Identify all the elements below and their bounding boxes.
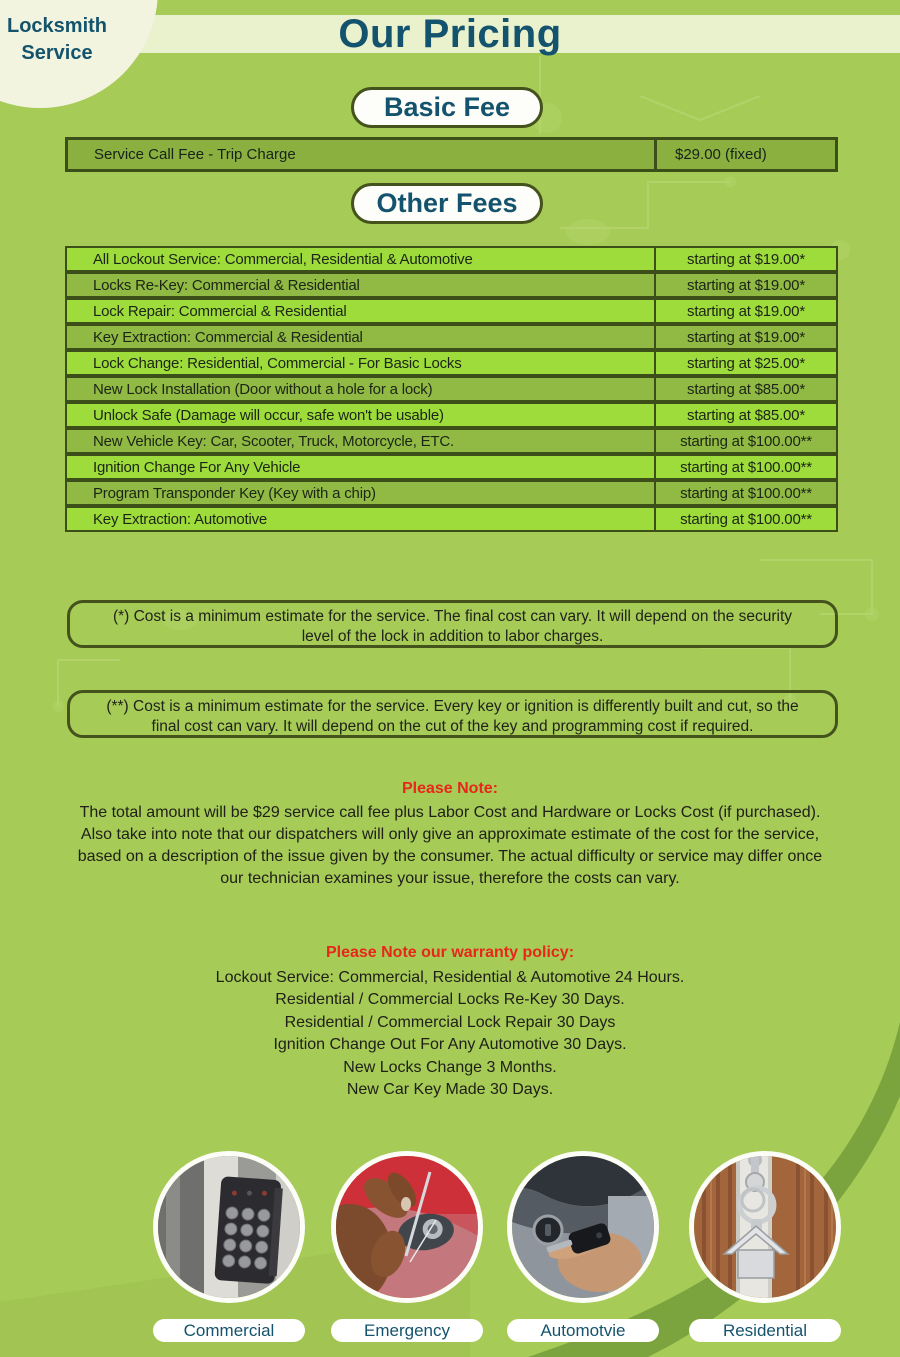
service-cell: Ignition Change For Any Vehicle <box>93 458 301 476</box>
table-row <box>65 506 838 532</box>
service-cell: New Lock Installation (Door without a hole for a lock) <box>93 380 433 398</box>
price-cell: starting at $25.00* <box>654 352 836 374</box>
footnote-double-asterisk: (**) Cost is a minimum estimate for the service. Every key or ignition is differently built and cut, so the final cost can vary. It will depend on the cut of the key and programming cost if required. <box>67 690 838 738</box>
other-fees-heading: Other Fees <box>351 183 543 224</box>
category-label-emergency[interactable]: Emergency <box>331 1319 483 1342</box>
residential-category-image[interactable] <box>689 1151 841 1303</box>
category-label-residential[interactable]: Residential <box>689 1319 841 1342</box>
price-cell: starting at $19.00* <box>654 300 836 322</box>
service-cell: New Vehicle Key: Car, Scooter, Truck, Motorcycle, ETC. <box>93 432 454 450</box>
table-row <box>65 402 838 428</box>
warranty-item: New Car Key Made 30 Days. <box>346 1081 554 1099</box>
keypad-door-lock-photo <box>158 1156 300 1298</box>
table-row <box>65 272 838 298</box>
service-cell: Program Transponder Key (Key with a chip) <box>93 484 376 502</box>
table-row <box>65 324 838 350</box>
table-row <box>65 376 838 402</box>
warranty-item: Lockout Service: Commercial, Residential & Automotive 24 Hours. <box>215 969 685 986</box>
commercial-category-image[interactable] <box>153 1151 305 1303</box>
price-cell: starting at $85.00* <box>654 378 836 400</box>
price-cell: starting at $100.00** <box>654 482 836 504</box>
service-cell: Key Extraction: Commercial & Residential <box>93 328 363 346</box>
category-label-automotive[interactable]: Automotvie <box>507 1319 659 1342</box>
service-cell: Lock Change: Residential, Commercial - For Basic Locks <box>93 354 462 372</box>
please-note-body: The total amount will be $29 service call fee plus Labor Cost and Hardware or Locks Cost (if purchased). Also take into note that our dispatchers will only give an approximate estimate of the cost for the service, based on a description of the issue given by the consumer. The actual difficulty or service may differ once our technician examines your issue, therefore the costs can vary. <box>77 804 823 887</box>
basic-fee-price: $29.00 (fixed) <box>654 140 835 169</box>
warranty-item: Residential / Commercial Lock Repair 30 Days <box>284 1013 616 1031</box>
table-row <box>65 454 838 480</box>
table-row <box>65 350 838 376</box>
category-label-commercial[interactable]: Commercial <box>153 1319 305 1342</box>
table-row <box>65 298 838 324</box>
service-cell: Unlock Safe (Damage will occur, safe won't be usable) <box>93 406 444 424</box>
warranty-item: New Locks Change 3 Months. <box>343 1058 557 1076</box>
warranty-heading: Please Note our warranty policy: <box>325 944 575 961</box>
price-cell: starting at $19.00* <box>654 274 836 296</box>
brand-line1: Locksmith <box>6 15 108 37</box>
basic-fee-table <box>65 137 838 172</box>
warranty-list <box>70 967 830 1101</box>
brand-line2: Service <box>21 42 93 64</box>
price-cell: starting at $19.00* <box>654 326 836 348</box>
service-cell: All Lockout Service: Commercial, Residential & Automotive <box>93 250 473 268</box>
basic-fee-heading: Basic Fee <box>351 87 543 128</box>
car-lockout-picking-photo <box>336 1156 478 1298</box>
price-cell: starting at $19.00* <box>654 248 836 270</box>
warranty-item: Ignition Change Out For Any Automotive 30 Days. <box>273 1036 627 1054</box>
warranty-item: Residential / Commercial Locks Re-Key 30 Days. <box>275 991 625 1009</box>
table-row <box>65 246 838 272</box>
service-cell: Locks Re-Key: Commercial & Residential <box>93 276 360 294</box>
price-cell: starting at $85.00* <box>654 404 836 426</box>
house-keychain-door-photo <box>694 1156 836 1298</box>
price-cell: starting at $100.00** <box>654 508 836 530</box>
footnote-single-asterisk: (*) Cost is a minimum estimate for the service. The final cost can vary. It will depend on the security level of the lock in addition to labor charges. <box>67 600 838 648</box>
car-key-ignition-photo <box>512 1156 654 1298</box>
please-note-heading: Please Note: <box>401 780 499 797</box>
page-title: Our Pricing <box>338 12 562 56</box>
price-cell: starting at $100.00** <box>654 456 836 478</box>
table-row <box>65 428 838 454</box>
emergency-category-image[interactable] <box>331 1151 483 1303</box>
basic-fee-service: Service Call Fee - Trip Charge <box>94 146 296 163</box>
table-row <box>65 480 838 506</box>
service-cell: Key Extraction: Automotive <box>93 510 268 528</box>
service-cell: Lock Repair: Commercial & Residential <box>93 302 347 320</box>
price-cell: starting at $100.00** <box>654 430 836 452</box>
automotive-category-image[interactable] <box>507 1151 659 1303</box>
other-fees-table <box>65 246 838 532</box>
